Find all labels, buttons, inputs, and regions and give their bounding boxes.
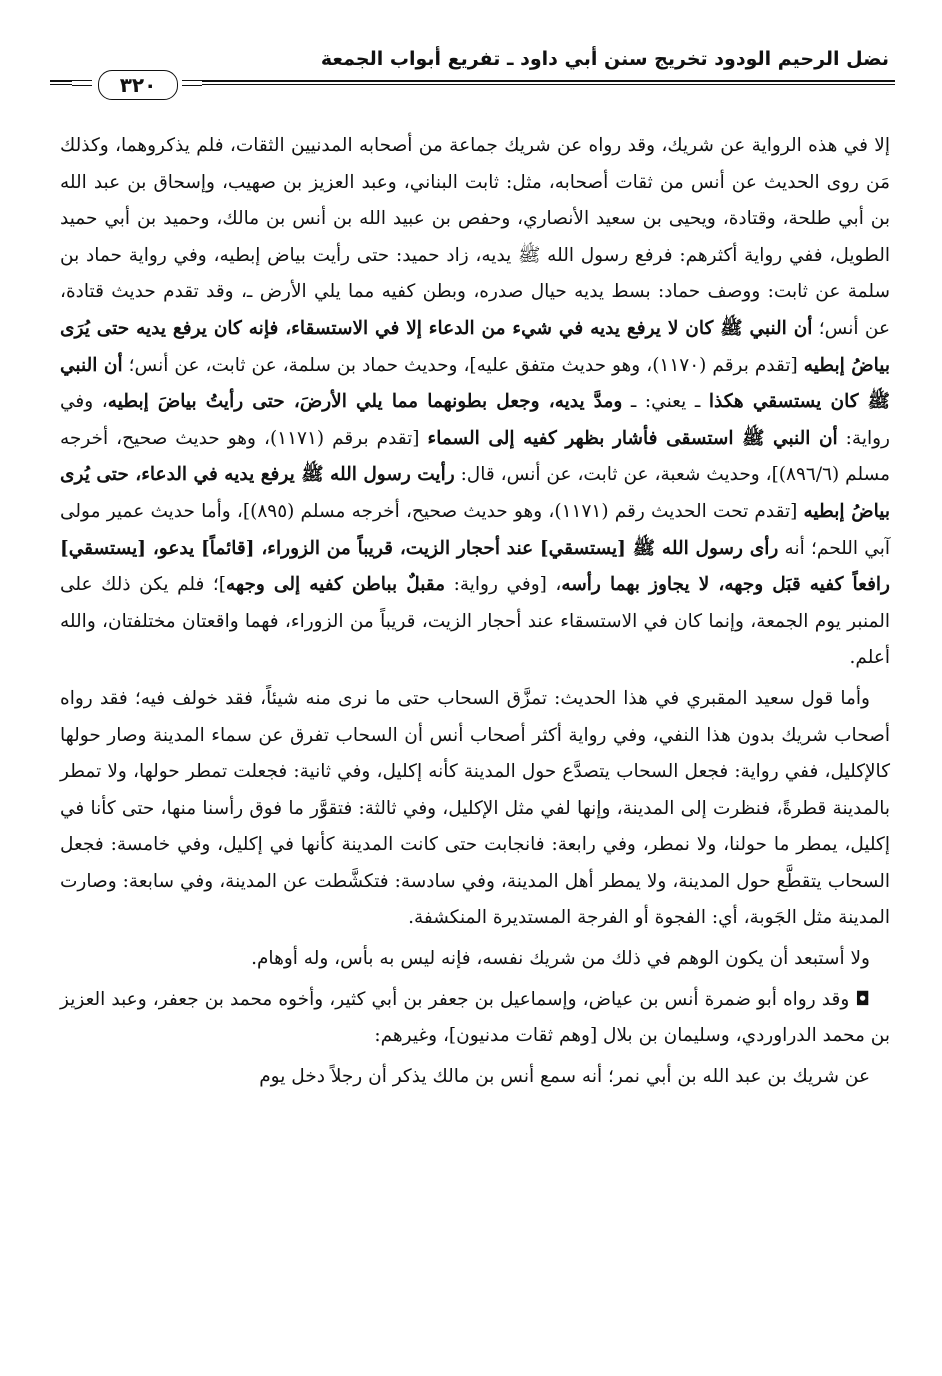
body-text: ◘ وقد رواه أبو ضمرة أنس بن عياض، وإسماعيل بن جعفر بن أبي كثير، وأخوه محمد بن جعفر، وعبد العزيز بن محمد الدراوردي، وسليمان بن بلال [وهم ثقات مدنيون]، وغيرهم:	[60, 988, 890, 1047]
body-text: ولا أستبعد أن يكون الوهم في ذلك من شريك نفسه، فإنه ليس به بأس، وله أوهام.	[251, 948, 870, 970]
paragraph-1	[60, 128, 890, 677]
body-text: ]؛ فلم يكن ذلك على المنبر يوم الجمعة، وإنما كان في الاستسقاء عند أحجار الزيت، قريباً من الزوراء، فهما واقعتان مختلفتان، والله أعلم.	[60, 574, 890, 669]
paragraph-2	[60, 681, 890, 937]
body-text: ، [وفي رواية:	[445, 574, 562, 596]
body-text: ـ يعني: ـ	[622, 391, 709, 413]
paragraph-5	[60, 1059, 890, 1096]
page-header	[50, 40, 895, 102]
page-body	[60, 128, 890, 1095]
ornament-line	[72, 85, 92, 86]
body-text: إلا في هذه الرواية عن شريك، وقد رواه عن شريك جماعة من أصحابه المدنيين الثقات، فلم يذكروهما، وكذلك مَن روى الحديث عن أنس من ثقات أصحابه، مثل: ثابت البناني، وعبد العزيز بن صهيب، وإسحاق بن عبد الله بن أبي طلحة، وقتادة، ويحيى بن سعيد الأنصاري، وحفص بن عبيد الله بن أنس بن مالك، وحميد بن أبي حميد الطويل، ففي رواية أكثرهم: فرفع رسول الله ﷺ يديه، زاد حميد: حتى رأيت بياض إبطيه، وفي رواية حماد بن سلمة عن ثابت: ووصف حماد: بسط يديه حيال صدره، وبطن كفيه مما يلي الأرض ـ، وقد تقدم حديث قتادة، عن أنس؛	[60, 135, 890, 339]
body-text: ، وفي رواية:	[60, 391, 890, 449]
body-text: وأما قول سعيد المقبري في هذا الحديث: تمزَّق السحاب حتى ما نرى منه شيئاً، فقد خولف فيه؛ فقد رواه أصحاب شريك بدون هذا النفي، وفي رواية أكثر أصحاب أنس أن السحاب تفرق عن سماء المدينة وصار حولها كالإكليل، ففي رواية: فجعل السحاب يتصدَّع حول المدينة كأنه إكليل، وفي ثانية: فجعلت تمطر حولها، ولا تمطر بالمدينة قطرةً، فنظرت إلى المدينة، وإنها لفي مثل الإكليل، وفي ثالثة: فتقوَّر ما فوق رأسنا منها، حتى كأنا في إكليل، يمطر ما حولنا، ولا نمطر، وفي رابعة: فانجابت حتى كانت المدينة كأنها في إكليل، وفي خامسة: فجعل السحاب يتقطَّع حول المدينة، ولا يمطر أهل المدينة، وفي سادسة: فتكشَّطت عن المدينة، وفي سابعة: وصارت المدينة مثل الجَوبة، أي: الفجوة أو الفرجة المستديرة المنكشفة.	[60, 687, 890, 929]
body-text: [تقدم تحت الحديث رقم (١١٧١)، وهو حديث صحيح، أخرجه مسلم (٨٩٥)]، وأما حديث عمير مولى آبي اللحم؛ أنه	[60, 500, 890, 559]
hadith-text-bold: أن النبي ﷺ كان لا يرفع يديه في شيء من الدعاء إلا في الاستسقاء، فإنه كان يرفع يديه حتى يُرَى بياضُ إبطيه	[60, 317, 891, 376]
hadith-text-bold: أن النبي ﷺ استسقى فأشار بظهر كفيه إلى السماء	[427, 427, 838, 449]
ornament-line	[72, 80, 92, 81]
running-title: نضل الرحيم الودود تخريج سنن أبي داود ـ تفريع أبواب الجمعة	[320, 48, 889, 70]
ornament-line	[182, 85, 202, 86]
body-text: [تقدم برقم (١١٧١)، وهو حديث صحيح، أخرجه مسلم (٨٩٦/٦)]، وحديث شعبة، عن ثابت، عن أنس، قال:	[60, 427, 891, 486]
body-text: عن شريك بن عبد الله بن أبي نمر؛ أنه سمع أنس بن مالك يذكر أن رجلاً دخل يوم	[259, 1065, 870, 1087]
page-number: ٣٢٠	[98, 70, 178, 100]
ornament-line	[182, 80, 202, 81]
hadith-text-bold: ومدَّ يديه، وجعل بطونهما مما يلي الأرضَ، حتى رأيتُ بياضَ إبطيه	[107, 391, 623, 413]
hadith-text-bold: أن النبي ﷺ كان يستسقي هكذا	[60, 354, 891, 413]
hadith-text-bold: رأى رسول الله ﷺ [يستسقي] عند أحجار الزيت، قريباً من الزوراء، [قائماً] يدعو، [يستسقي] رافعاً كفيه قبَل وجهه، لا يجاوز بهما رأسه	[60, 537, 890, 596]
paragraph-4	[60, 982, 890, 1055]
body-text: [تقدم برقم (١١٧٠)، وهو حديث متفق عليه]، وحديث حماد بن سلمة، عن ثابت، عن أنس؛	[122, 354, 804, 376]
hadith-text-bold: رأيت رسول الله ﷺ يرفع يديه في الدعاء، حتى يُرى بياضُ إبطيه	[60, 464, 890, 522]
paragraph-3	[60, 941, 890, 978]
page-number-ornament	[72, 68, 202, 102]
hadith-text-bold: مقبلٌ بباطن كفيه إلى وجهه	[226, 574, 446, 596]
